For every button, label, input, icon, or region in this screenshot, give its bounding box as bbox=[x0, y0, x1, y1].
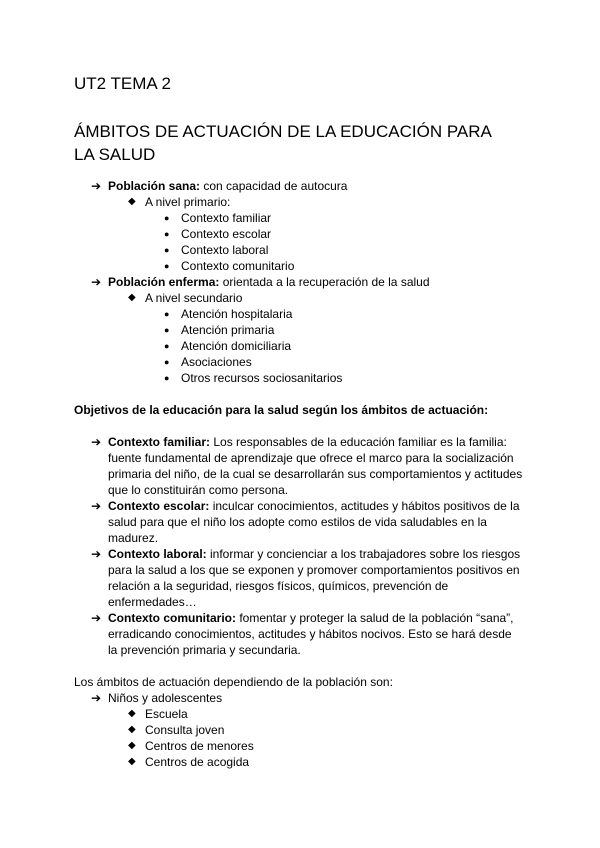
paragraph-familiar-line: que lo constituirán como persona. bbox=[108, 483, 289, 497]
dot-icon: ● bbox=[164, 357, 170, 367]
objetivos-heading: Objetivos de la educación para la salud según los ámbitos de actuación: bbox=[74, 403, 489, 417]
list-item: Atención hospitalaria bbox=[181, 307, 293, 321]
ambitos-intro: Los ámbitos de actuación dependiendo de la población son: bbox=[74, 675, 393, 689]
paragraph-laboral-line: relación a la seguridad, riesgos físicos, químicos, prevención de bbox=[108, 579, 449, 593]
dot-icon: ● bbox=[164, 213, 170, 223]
dot-icon: ● bbox=[164, 261, 170, 271]
list-item: Asociaciones bbox=[181, 355, 252, 369]
item-label: Población sana: bbox=[108, 179, 201, 193]
list-item-poblacion-sana bbox=[108, 178, 347, 194]
diamond-icon: ◆ bbox=[128, 292, 136, 303]
diamond-icon: ◆ bbox=[128, 196, 136, 207]
dot-icon: ● bbox=[164, 229, 170, 239]
arrow-icon: ➔ bbox=[91, 499, 102, 513]
section-title-line-1: ÁMBITOS DE ACTUACIÓN DE LA EDUCACIÓN PARA bbox=[74, 122, 492, 141]
paragraph-comunitario-line bbox=[108, 610, 514, 626]
arrow-icon: ➔ bbox=[91, 611, 102, 625]
item-label: Población enferma: bbox=[108, 275, 220, 289]
arrow-icon: ➔ bbox=[91, 179, 102, 193]
arrow-icon: ➔ bbox=[91, 435, 102, 449]
dot-icon: ● bbox=[164, 309, 170, 319]
item-label: Contexto familiar: bbox=[108, 435, 211, 449]
item-text: Los responsables de la educación familiar es la familia: bbox=[210, 435, 507, 449]
section-title-line-2: LA SALUD bbox=[74, 145, 156, 164]
list-item: Contexto escolar bbox=[181, 227, 272, 241]
dot-icon: ● bbox=[164, 341, 170, 351]
list-item-poblacion-enferma bbox=[108, 274, 430, 290]
item-text: orientada a la recuperación de la salud bbox=[219, 275, 430, 289]
diamond-icon: ◆ bbox=[128, 724, 136, 735]
arrow-icon: ➔ bbox=[91, 547, 102, 561]
diamond-icon: ◆ bbox=[128, 756, 136, 767]
list-item-nivel-secundario: A nivel secundario bbox=[145, 291, 243, 305]
list-item: Atención primaria bbox=[181, 323, 275, 337]
list-item: Contexto comunitario bbox=[181, 259, 295, 273]
item-text: fomentar y proteger la salud de la población “sana”, bbox=[236, 611, 514, 625]
doc-title: UT2 TEMA 2 bbox=[74, 74, 171, 93]
paragraph-laboral-line: para la salud a los que se exponen y promover comportamientos positivos en bbox=[108, 563, 520, 577]
diamond-icon: ◆ bbox=[128, 708, 136, 719]
list-item: Contexto familiar bbox=[181, 211, 272, 225]
paragraph-comunitario-line: la prevención primaria y secundaria. bbox=[108, 643, 301, 657]
arrow-icon: ➔ bbox=[91, 691, 102, 705]
paragraph-escolar-line: madurez. bbox=[108, 531, 159, 545]
dot-icon: ● bbox=[164, 325, 170, 335]
item-text: inculcar conocimientos, actitudes y hábitos positivos de la bbox=[209, 499, 520, 513]
list-item: Centros de acogida bbox=[145, 755, 250, 769]
diamond-icon: ◆ bbox=[128, 740, 136, 751]
list-item: Atención domiciliaria bbox=[181, 339, 292, 353]
list-item-ninos: Niños y adolescentes bbox=[108, 691, 223, 705]
list-item: Escuela bbox=[145, 707, 188, 721]
list-item: Contexto laboral bbox=[181, 243, 269, 257]
paragraph-comunitario-line: erradicando conocimientos, actitudes y hábitos nocivos. Esto se hará desde bbox=[108, 627, 512, 641]
dot-icon: ● bbox=[164, 245, 170, 255]
list-item: Centros de menores bbox=[145, 739, 254, 753]
paragraph-familiar-line bbox=[108, 434, 507, 450]
dot-icon: ● bbox=[164, 373, 170, 383]
list-item: Consulta joven bbox=[145, 723, 225, 737]
item-label: Contexto laboral: bbox=[108, 547, 207, 561]
item-label: Contexto comunitario: bbox=[108, 611, 236, 625]
item-text: informar y concienciar a los trabajadores sobre los riesgos bbox=[206, 547, 521, 561]
paragraph-familiar-line: fuente fundamental de aprendizaje que ofrece el marco para la socialización bbox=[108, 451, 514, 465]
list-item-nivel-primario: A nivel primario: bbox=[145, 195, 231, 209]
paragraph-escolar-line: salud para que el niño los adopte como estilos de vida saludables en la bbox=[108, 515, 487, 529]
arrow-icon: ➔ bbox=[91, 275, 102, 289]
item-label: Contexto escolar: bbox=[108, 499, 210, 513]
paragraph-laboral-line bbox=[108, 546, 520, 562]
paragraph-escolar-line bbox=[108, 498, 520, 514]
list-item: Otros recursos sociosanitarios bbox=[181, 371, 343, 385]
item-text: con capacidad de autocura bbox=[200, 179, 348, 193]
paragraph-familiar-line: primaria del niño, de la cual se desarrollarán sus comportamientos y actitudes bbox=[108, 467, 523, 481]
paragraph-laboral-line: enfermedades… bbox=[108, 595, 197, 609]
